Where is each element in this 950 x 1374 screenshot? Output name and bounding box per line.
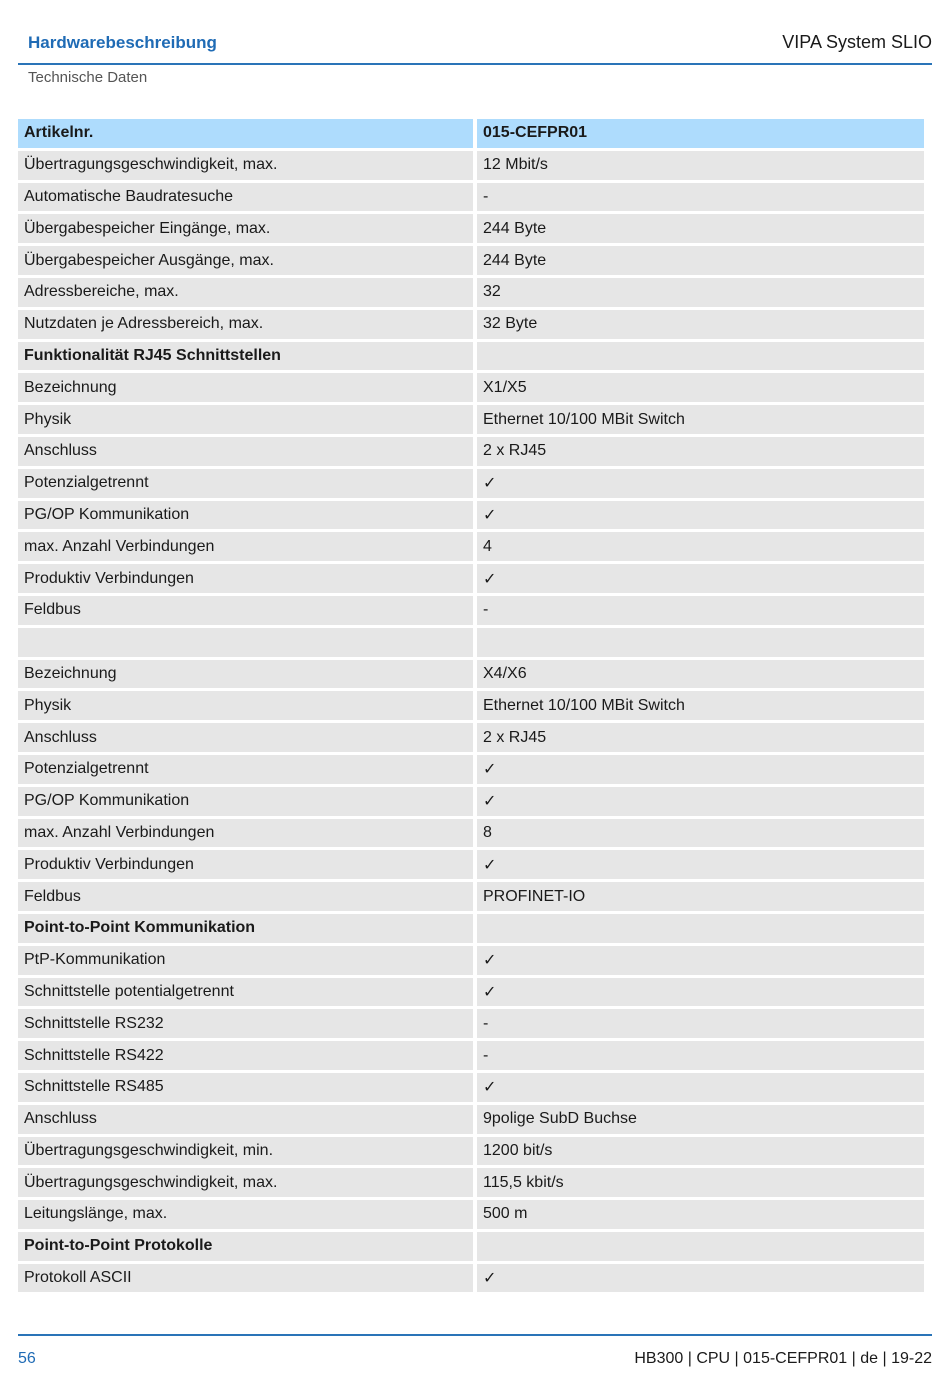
property-label: Übertragungsgeschwindigkeit, max. <box>18 151 473 180</box>
property-value <box>477 1232 924 1261</box>
property-value: Ethernet 10/100 MBit Switch <box>477 405 924 434</box>
property-label: Adressbereiche, max. <box>18 278 473 307</box>
document-reference: HB300 | CPU | 015-CEFPR01 | de | 19-22 <box>634 1350 932 1367</box>
property-value: - <box>477 183 924 212</box>
property-value: 8 <box>477 819 924 848</box>
property-value: 115,5 kbit/s <box>477 1168 924 1197</box>
check-icon: ✓ <box>477 501 924 530</box>
property-value <box>477 342 924 371</box>
property-label: Schnittstelle RS232 <box>18 1009 473 1038</box>
property-value: X4/X6 <box>477 660 924 689</box>
table-row <box>18 532 924 561</box>
table-row <box>18 246 924 275</box>
property-value: 9polige SubD Buchse <box>477 1105 924 1134</box>
table-row <box>18 1041 924 1070</box>
property-value: PROFINET-IO <box>477 882 924 911</box>
property-value: 500 m <box>477 1200 924 1229</box>
property-label: Leitungslänge, max. <box>18 1200 473 1229</box>
property-value: 244 Byte <box>477 214 924 243</box>
table-row <box>18 469 924 498</box>
table-section-row <box>18 1232 924 1261</box>
table-row <box>18 946 924 975</box>
property-value: 015-CEFPR01 <box>477 119 924 148</box>
property-label: Nutzdaten je Adressbereich, max. <box>18 310 473 339</box>
table-row <box>18 501 924 530</box>
property-label: Schnittstelle RS422 <box>18 1041 473 1070</box>
property-label: PG/OP Kommunikation <box>18 501 473 530</box>
table-row <box>18 1105 924 1134</box>
property-label: Bezeichnung <box>18 660 473 689</box>
check-icon: ✓ <box>477 755 924 784</box>
property-label: Artikelnr. <box>18 119 473 148</box>
property-label: Feldbus <box>18 596 473 625</box>
table-row <box>18 405 924 434</box>
property-value: 32 Byte <box>477 310 924 339</box>
property-value: - <box>477 1009 924 1038</box>
check-icon: ✓ <box>477 469 924 498</box>
table-row <box>18 373 924 402</box>
subheading: Technische Daten <box>28 69 148 86</box>
property-label: Potenzialgetrennt <box>18 469 473 498</box>
property-label: Produktiv Verbindungen <box>18 850 473 879</box>
property-label: Schnittstelle RS485 <box>18 1073 473 1102</box>
product-name: VIPA System SLIO <box>782 32 932 52</box>
table-header-row <box>18 119 924 148</box>
property-value: 2 x RJ45 <box>477 723 924 752</box>
table-row <box>18 214 924 243</box>
table-row <box>18 723 924 752</box>
property-label: Anschluss <box>18 723 473 752</box>
property-value: - <box>477 1041 924 1070</box>
property-label: Physik <box>18 405 473 434</box>
header-divider <box>18 63 932 65</box>
table-row <box>18 819 924 848</box>
check-icon: ✓ <box>477 946 924 975</box>
property-label: Übergabespeicher Eingänge, max. <box>18 214 473 243</box>
footer-divider <box>18 1334 932 1336</box>
table-row <box>18 628 924 657</box>
table-row <box>18 691 924 720</box>
property-value: 1200 bit/s <box>477 1137 924 1166</box>
property-value <box>477 628 924 657</box>
table-row <box>18 437 924 466</box>
property-label: Übertragungsgeschwindigkeit, min. <box>18 1137 473 1166</box>
property-label: Physik <box>18 691 473 720</box>
property-value: - <box>477 596 924 625</box>
table-row <box>18 755 924 784</box>
check-icon: ✓ <box>477 1264 924 1293</box>
table-row <box>18 596 924 625</box>
property-value: X1/X5 <box>477 373 924 402</box>
property-label: PtP-Kommunikation <box>18 946 473 975</box>
spec-table <box>14 116 928 1295</box>
property-label: Anschluss <box>18 437 473 466</box>
table-row <box>18 151 924 180</box>
check-icon: ✓ <box>477 978 924 1007</box>
check-icon: ✓ <box>477 564 924 593</box>
table-row <box>18 564 924 593</box>
table-section-row <box>18 914 924 943</box>
page-number: 56 <box>18 1350 36 1367</box>
table-row <box>18 1264 924 1293</box>
property-label: Protokoll ASCII <box>18 1264 473 1293</box>
property-label: Point-to-Point Protokolle <box>18 1232 473 1261</box>
spec-table-body <box>18 119 924 1292</box>
property-value: 4 <box>477 532 924 561</box>
property-label <box>18 628 473 657</box>
property-label: PG/OP Kommunikation <box>18 787 473 816</box>
section-title: Hardwarebeschreibung <box>28 33 217 52</box>
check-icon: ✓ <box>477 1073 924 1102</box>
property-value: 2 x RJ45 <box>477 437 924 466</box>
property-label: max. Anzahl Verbindungen <box>18 532 473 561</box>
property-label: max. Anzahl Verbindungen <box>18 819 473 848</box>
table-row <box>18 1168 924 1197</box>
property-value: 12 Mbit/s <box>477 151 924 180</box>
check-icon: ✓ <box>477 850 924 879</box>
table-row <box>18 1009 924 1038</box>
property-label: Bezeichnung <box>18 373 473 402</box>
table-row <box>18 787 924 816</box>
property-value: 244 Byte <box>477 246 924 275</box>
property-label: Übergabespeicher Ausgänge, max. <box>18 246 473 275</box>
property-label: Anschluss <box>18 1105 473 1134</box>
table-row <box>18 1073 924 1102</box>
property-label: Funktionalität RJ45 Schnittstellen <box>18 342 473 371</box>
table-row <box>18 850 924 879</box>
property-label: Potenzialgetrennt <box>18 755 473 784</box>
table-section-row <box>18 342 924 371</box>
property-label: Übertragungsgeschwindigkeit, max. <box>18 1168 473 1197</box>
table-row <box>18 183 924 212</box>
table-row <box>18 978 924 1007</box>
check-icon: ✓ <box>477 787 924 816</box>
property-value: Ethernet 10/100 MBit Switch <box>477 691 924 720</box>
property-label: Produktiv Verbindungen <box>18 564 473 593</box>
property-label: Point-to-Point Kommunikation <box>18 914 473 943</box>
table-row <box>18 310 924 339</box>
property-value <box>477 914 924 943</box>
table-row <box>18 1200 924 1229</box>
property-label: Automatische Baudratesuche <box>18 183 473 212</box>
table-row <box>18 1137 924 1166</box>
table-row <box>18 660 924 689</box>
property-label: Feldbus <box>18 882 473 911</box>
property-value: 32 <box>477 278 924 307</box>
table-row <box>18 882 924 911</box>
table-row <box>18 278 924 307</box>
property-label: Schnittstelle potentialgetrennt <box>18 978 473 1007</box>
